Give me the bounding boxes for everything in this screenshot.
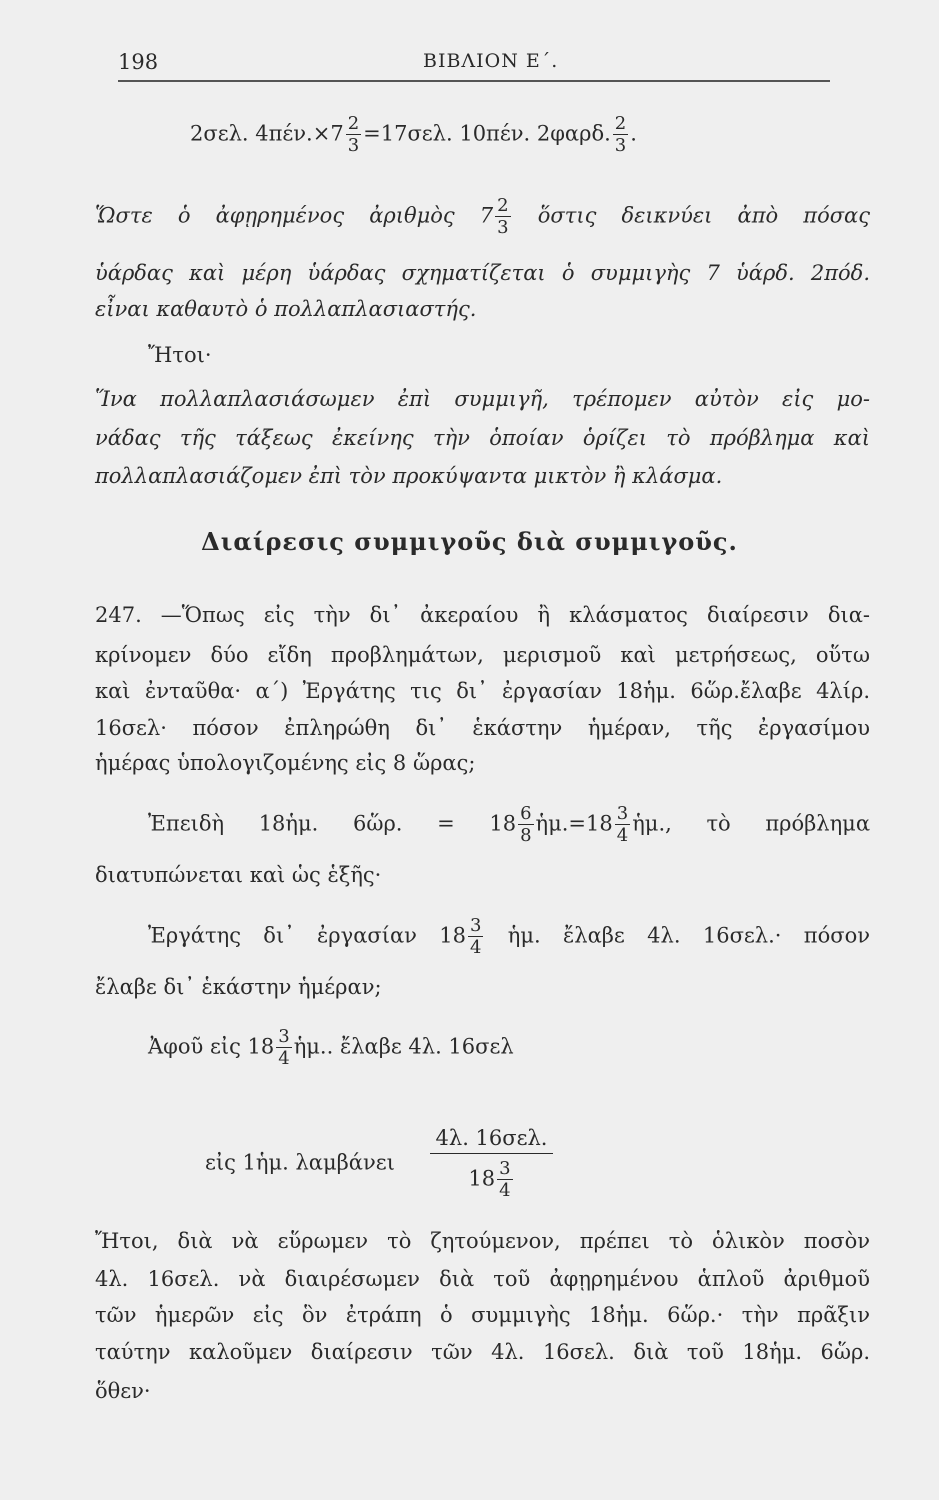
text-line: κρίνομεν δύο εἴδη προβλημάτων, μερισμοῦ καὶ μετρήσεως, οὕτω [95,643,870,667]
page-number: 198 [118,50,159,74]
denominator: 8 [520,825,532,846]
fraction [613,115,628,155]
text: =17σελ. 10πέν. 2φαρδ. [363,121,611,146]
text-line: τῶν ἡμερῶν εἰς ὃν ἐτράπη ὁ συμμιγὴς 18ἡμ. 6ὥρ.· τὴν πρᾶξιν [95,1303,870,1327]
text-line: ἔλαβε δι᾽ ἑκάστην ἡμέραν; [95,975,382,999]
denominator: 4 [469,937,482,958]
numerator: 3 [278,1026,290,1047]
text: . [630,121,637,146]
numerator: 4λ. 16σελ. [435,1126,548,1150]
text: 2σελ. 4πέν.×7 [190,121,344,146]
numerator: 2 [347,113,360,134]
numerator: 2 [614,113,627,134]
text: ἡμ., τὸ πρόβλημα [632,811,870,836]
page-header [118,44,830,78]
text-line: καὶ ἐνταῦθα· α΄) Ἐργάτης τις δι᾽ ἐργασίαν 18ἡμ. 6ὥρ.ἔλαβε 4λίρ. [95,679,870,703]
text-line: Ἤτοι· [148,343,212,367]
fraction [615,805,630,845]
numerator: 3 [469,915,482,936]
text: Ἐπειδὴ 18ἡμ. 6ὥρ. = 18 [148,811,517,836]
header-rule [118,80,830,82]
fraction [495,197,510,237]
denominator: 3 [347,135,360,156]
compound-fraction [430,1128,554,1200]
text-line: εἶναι καθαυτὸ ὁ πολλαπλασιαστής. [95,297,477,321]
denominator: 4 [499,1180,511,1201]
equation-line-2 [148,805,870,845]
text: ἡμ.. ἔλαβε 4λ. 16σελ [293,1034,514,1059]
text: Ἀφοῦ εἰς 18 [148,1034,275,1059]
text-line: 16σελ· πόσον ἐπληρώθη δι᾽ ἑκάστην ἡμέραν, τῆς ἐργασίμου [95,716,870,740]
numerator: 6 [520,803,532,824]
text-line: ἡμέρας ὑπολογιζομένης εἰς 8 ὥρας; [95,751,476,775]
text-line: Ἵνα πολλαπλασιάσωμεν ἐπὶ συμμιγῆ, τρέπομεν αὐτὸν εἰς μο- [95,387,870,411]
text-line: ὅθεν· [95,1379,151,1403]
text-line: ταύτην καλοῦμεν διαίρεσιν τῶν 4λ. 16σελ. διὰ τοῦ 18ἡμ. 6ὥρ. [95,1340,870,1364]
text: Ἐργάτης δι᾽ ἐργασίαν 18 [148,923,466,948]
fraction [468,917,483,957]
text: ἡμ. ἔλαβε 4λ. 16σελ.· πόσον [485,923,870,948]
equation-line-1 [190,115,939,155]
text-line: διατυπώνεται καὶ ὡς ἑξῆς· [95,863,382,887]
text-line: Ἤτοι, διὰ νὰ εὕρωμεν τὸ ζητούμενον, πρέπει τὸ ὁλικὸν ποσὸν [95,1229,870,1253]
numerator: 3 [616,803,629,824]
equation-line-5 [205,1128,555,1200]
text: εἰς 1ἡμ. λαμβάνει [205,1150,395,1175]
text-line: 247. —Ὅπως εἰς τὴν δι᾽ ἀκεραίου ἢ κλάσματος διαίρεσιν δια- [95,603,870,627]
running-title: ΒΙΒΛΙΟΝ Ε΄. [423,50,559,72]
text-line: ὑάρδας καὶ μέρη ὑάρδας σχηματίζεται ὁ συμμιγὴς 7 ὑάρδ. 2πόδ. [95,261,870,285]
text-line [95,197,870,237]
denominator: 4 [278,1048,290,1069]
equation-line-4 [148,1028,514,1068]
fraction [497,1160,512,1200]
text: ἡμ.=18 [535,811,613,836]
text-line: πολλαπλασιάζομεν ἐπὶ τὸν προκύψαντα μικτὸν ἢ κλάσμα. [95,464,723,488]
denominator: 3 [497,217,509,238]
fraction [346,115,361,155]
denominator: 3 [614,135,627,156]
fraction [276,1028,291,1068]
text: 18 [468,1166,496,1191]
text-line: νάδας τῆς τάξεως ἐκείνης τὴν ὁποίαν ὁρίζει τὸ πρόβλημα καὶ [95,426,870,450]
denominator [430,1153,554,1200]
denominator: 4 [616,825,629,846]
text: ὅστις δεικνύει ἀπὸ πόσας [512,203,870,228]
numerator: 2 [497,195,509,216]
fraction [518,805,533,845]
text-line: 4λ. 16σελ. νὰ διαιρέσωμεν διὰ τοῦ ἀφῃρημένου ἁπλοῦ ἀριθμοῦ [95,1267,870,1291]
numerator: 3 [499,1158,511,1179]
text: Ὥστε ὁ ἀφῃρημένος ἀριθμὸς 7 [95,203,494,228]
section-heading: Διαίρεσις συμμιγοῦς διὰ συμμιγοῦς. [201,527,738,556]
equation-line-3 [148,917,870,957]
